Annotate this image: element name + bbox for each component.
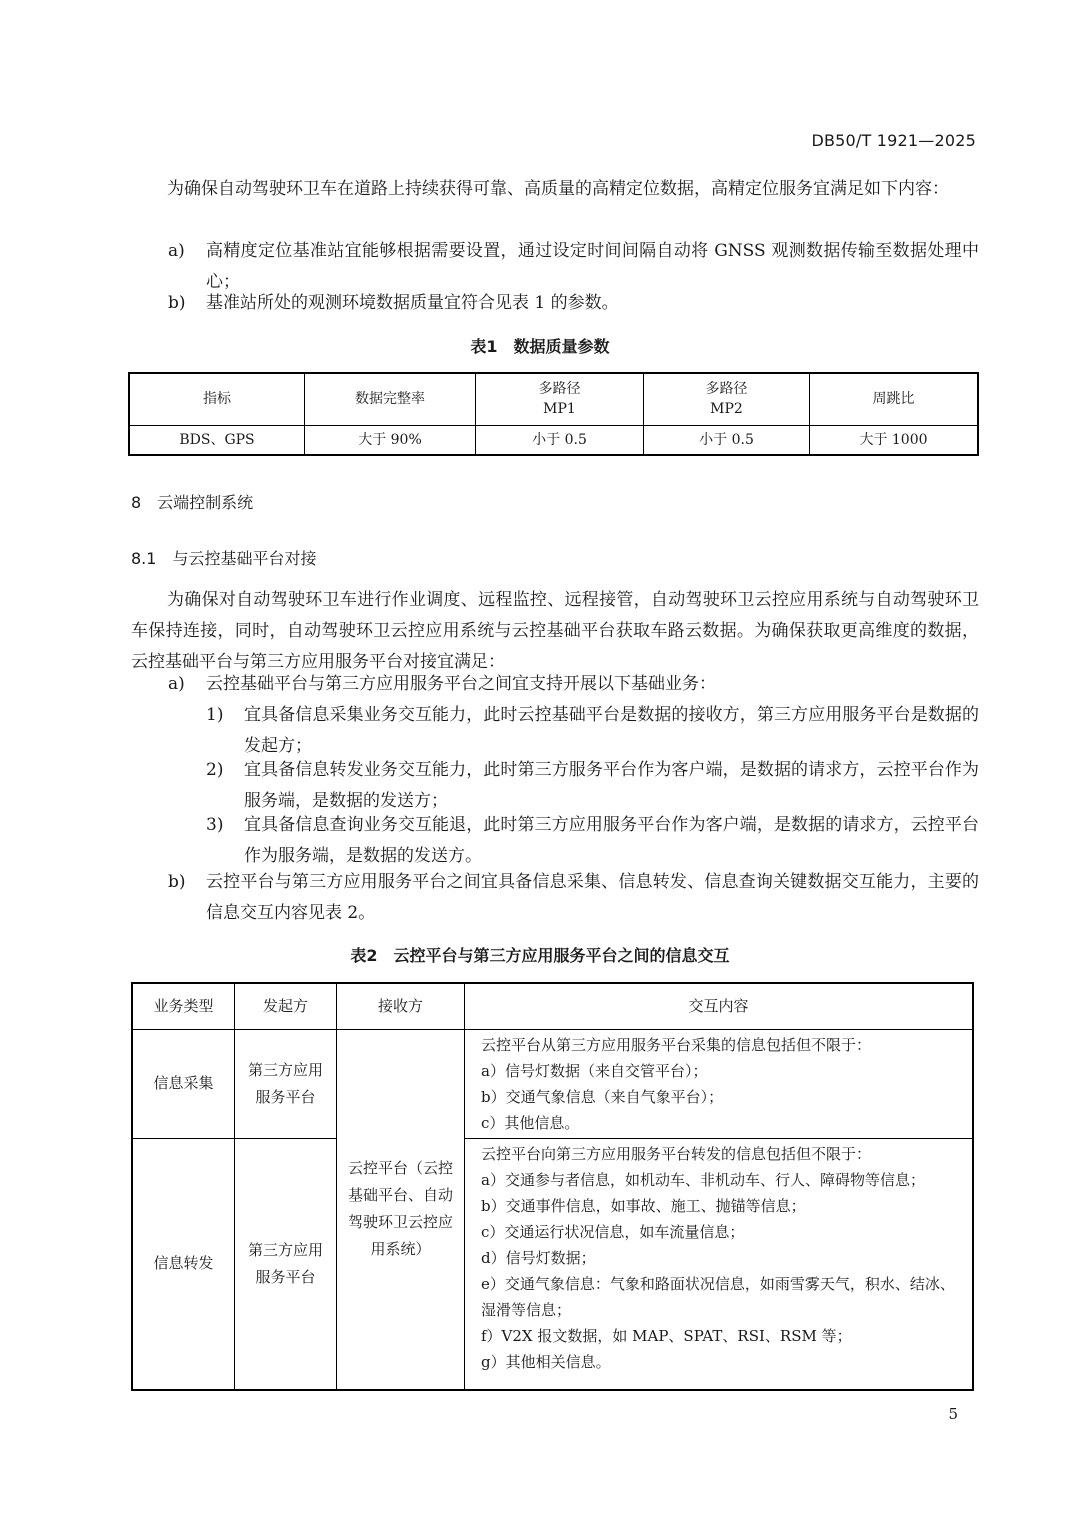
section-8-1-paragraph: 为确保对自动驾驶环卫车进行作业调度、远程监控、远程接管，自动驾驶环卫云控应用系统与自动驾驶环卫车保持连接，同时，自动驾驶环卫云控应用系统与云控基础平台获取车路云数据。为确保获取更高维度的数据，云控基础平台与第三方应用服务平台对接宜满足： (131, 590, 979, 672)
list-item-text: 宜具备信息转发业务交互能力，此时第三方服务平台作为客户端，是数据的请求方，云控平台作为服务端，是数据的发送方； (244, 760, 979, 811)
list-marker: a) (168, 241, 185, 261)
header-line: 多路径 (705, 381, 748, 398)
list-marker: 3) (206, 815, 224, 835)
table-cell: 小于 0.5 (644, 425, 810, 455)
content-cell (465, 1138, 974, 1390)
content-item: c）交通运行状况信息，如车流量信息； (481, 1222, 745, 1241)
header-line: MP2 (710, 401, 743, 418)
section-item-b (168, 867, 979, 929)
table-cell: 大于 90% (305, 425, 476, 455)
header-cell: 指标 (129, 373, 305, 425)
content-intro: 云控平台向第三方应用服务平台转发的信息包括但不限于： (481, 1144, 872, 1163)
list-item-text: 基准站所处的观测环境数据质量宜符合见表 1 的参数。 (206, 293, 619, 313)
content-item: a）交通参与者信息，如机动车、非机动车、行人、障碍物等信息； (481, 1170, 925, 1189)
list-marker: b) (168, 872, 186, 892)
page-number: 5 (948, 1405, 958, 1423)
section-8-1-heading: 8.1 与云控基础平台对接 (131, 549, 317, 568)
content-item: b）交通事件信息，如事故、施工、抛锚等信息； (481, 1196, 806, 1215)
sub-item-1 (206, 700, 979, 762)
list-marker: 2) (206, 760, 224, 780)
content-intro: 云控平台从第三方应用服务平台采集的信息包括但不限于： (481, 1035, 872, 1054)
table-cell: BDS、GPS (129, 425, 305, 455)
business-type-cell: 信息采集 (132, 1029, 235, 1138)
content-item: e）交通气象信息：气象和路面状况信息，如雨雪雾天气，积水、结冰、湿滑等信息； (481, 1274, 955, 1319)
list-item-text: 云控平台与第三方应用服务平台之间宜具备信息采集、信息转发、信息查询关键数据交互能力，主要的信息交互内容见表 2。 (206, 872, 979, 923)
table-row (129, 425, 978, 455)
business-type-cell: 信息转发 (132, 1138, 235, 1390)
content-cell (465, 1029, 974, 1138)
list-item-text: 高精度定位基准站宜能够根据需要设置，通过设定时间间隔自动将 GNSS 观测数据传输至数据处理中心； (206, 241, 979, 292)
header-cell: 发起方 (235, 983, 337, 1029)
header-cell: 接收方 (337, 983, 465, 1029)
data-quality-table (128, 372, 979, 456)
table-cell: 小于 0.5 (476, 425, 644, 455)
table-header-row (129, 373, 978, 425)
list-item-text: 云控基础平台与第三方应用服务平台之间宜支持开展以下基础业务： (206, 674, 716, 694)
header-cell: 数据完整率 (305, 373, 476, 425)
initiator-cell: 第三方应用服务平台 (235, 1029, 337, 1138)
content-item: c）其他信息。 (481, 1113, 580, 1132)
list-marker: b) (168, 293, 186, 313)
list-item-text: 宜具备信息查询业务交互能退，此时第三方应用服务平台作为客户端，是数据的请求方，云控平台作为服务端，是数据的发送方。 (244, 815, 979, 866)
list-item-text: 宜具备信息采集业务交互能力，此时云控基础平台是数据的接收方，第三方应用服务平台是数据的发起方； (244, 705, 979, 756)
receiver-cell: 云控平台（云控基础平台、自动驾驶环卫云控应用系统） (337, 1029, 465, 1390)
section-item-a (168, 669, 979, 700)
content-item: a）信号灯数据（来自交管平台）； (481, 1061, 708, 1080)
sub-item-3 (206, 810, 979, 872)
header-line: 多路径 (538, 381, 581, 398)
table-row (132, 1029, 973, 1138)
table1-caption: 表1 数据质量参数 (470, 337, 610, 356)
initiator-cell: 第三方应用服务平台 (235, 1138, 337, 1390)
header-line: MP1 (543, 401, 576, 418)
table-cell: 大于 1000 (810, 425, 979, 455)
header-cell: 周跳比 (810, 373, 979, 425)
content-item: b）交通气象信息（来自气象平台）； (481, 1087, 724, 1106)
info-exchange-table (131, 982, 974, 1391)
header-cell (644, 373, 810, 425)
content-item: g）其他相关信息。 (481, 1352, 611, 1371)
table-row (132, 1138, 973, 1390)
document-code: DB50/T 1921—2025 (811, 131, 976, 150)
content-item: d）信号灯数据； (481, 1248, 596, 1267)
intro-paragraph: 为确保自动驾驶环卫车在道路上持续获得可靠、高质量的高精定位数据，高精定位服务宜满足如下内容： (167, 179, 949, 199)
intro-item-b (168, 288, 979, 319)
list-marker: a) (168, 674, 185, 694)
header-cell: 业务类型 (132, 983, 235, 1029)
table2-caption: 表2 云控平台与第三方应用服务平台之间的信息交互 (350, 946, 730, 965)
list-marker: 1) (206, 705, 224, 725)
table-header-row (132, 983, 973, 1029)
header-cell: 交互内容 (465, 983, 974, 1029)
section-8-heading: 8 云端控制系统 (131, 493, 254, 512)
header-cell (476, 373, 644, 425)
sub-item-2 (206, 755, 979, 817)
content-item: f）V2X 报文数据，如 MAP、SPAT、RSI、RSM 等； (481, 1326, 852, 1345)
